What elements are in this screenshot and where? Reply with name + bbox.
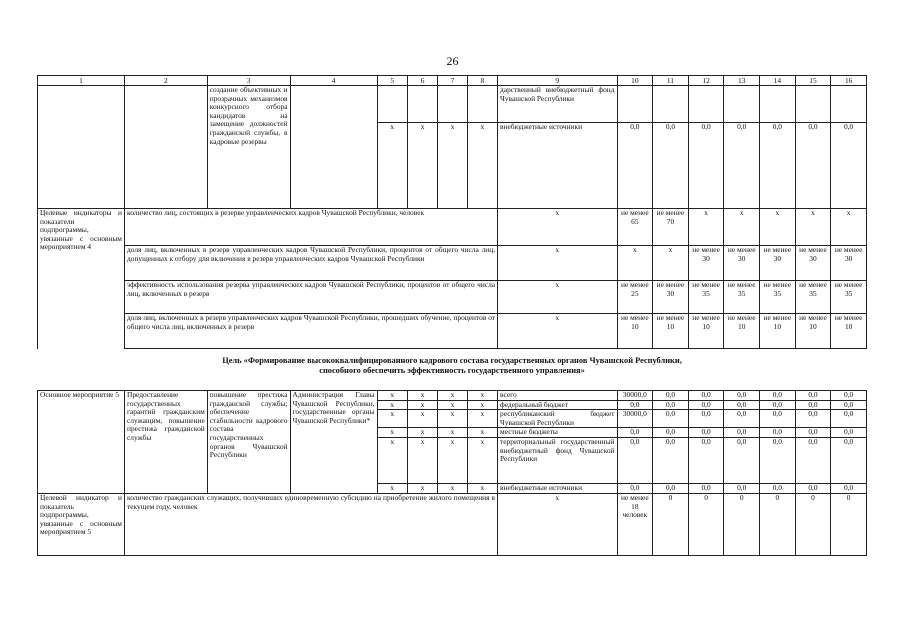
value-cell: не менее 10: [688, 314, 724, 349]
value-cell: не менее 18 человек: [617, 493, 653, 555]
x-mark: х: [498, 209, 617, 246]
value-cell: 0,0: [795, 391, 831, 401]
funding-source: внебюджетные источники: [498, 123, 617, 209]
funding-row: [38, 391, 867, 401]
value-cell: 0,0: [688, 391, 724, 401]
funding-source: республиканский бюджет Чувашской Республики: [498, 410, 617, 428]
column-number: 11: [653, 76, 689, 86]
column-number: 5: [377, 76, 407, 86]
funding-source: дарственный внебюджетный фонд Чувашской Республики: [498, 86, 617, 123]
event-goal: повышение престижа гражданской службы; обеспечение стабильности кадрового состава государственных органов Чувашской Республики: [207, 391, 290, 494]
value-cell: х: [831, 209, 867, 246]
empty-cell: [38, 86, 125, 209]
value-cell: 0,0: [653, 483, 689, 493]
indicator-label: Целевые индикаторы и показатели подпрограммы, увязанные с основным мероприятием 4: [38, 209, 125, 349]
program-table-bottom: [37, 390, 867, 556]
value-cell: не менее 35: [724, 281, 760, 314]
x-mark: х: [407, 428, 437, 438]
value-cell: 0,0: [617, 400, 653, 410]
x-mark: х: [467, 410, 497, 428]
value-cell: 0,0: [831, 400, 867, 410]
column-number: 3: [207, 76, 290, 86]
x-mark: х: [438, 483, 467, 493]
value-cell: 0: [760, 493, 796, 555]
value-cell: 0,0: [831, 123, 867, 209]
funding-source: внебюджетные источники: [498, 483, 617, 493]
indicator-text: количество гражданских служащих, получивших единовременную субсидию на приобретение жилого помещения в текущем году, человек: [124, 493, 497, 555]
x-mark: х: [377, 428, 407, 438]
value-cell: не менее 65: [617, 209, 653, 246]
value-cell: 0,0: [831, 391, 867, 401]
indicator-row: [38, 314, 867, 349]
x-mark: х: [467, 483, 497, 493]
value-cell: не менее 10: [653, 314, 689, 349]
indicators-block-4: [38, 209, 867, 349]
x-mark: х: [438, 410, 467, 428]
indicator-text: количество лиц, состоящих в резерве управленческих кадров Чувашской Республики, человек: [124, 209, 497, 246]
value-cell: не менее 30: [724, 246, 760, 281]
indicator-text: эффективность использования резерва управленческих кадров Чувашской Республики, процентов от общего числа лиц, включенных в резерв: [124, 281, 497, 314]
value-cell: 0,0: [795, 428, 831, 438]
x-mark: х: [377, 410, 407, 428]
column-number: 6: [407, 76, 437, 86]
value-cell: 0,0: [653, 410, 689, 428]
value-cell: не менее 35: [795, 281, 831, 314]
value-cell: х: [617, 246, 653, 281]
value-cell: 0,0: [760, 391, 796, 401]
value-cell: 0: [653, 493, 689, 555]
indicator-row: [38, 209, 867, 246]
value-cell: не менее 70: [653, 209, 689, 246]
value-cell: 0,0: [795, 123, 831, 209]
empty-cell: [467, 86, 497, 123]
value-cell: не менее 30: [653, 281, 689, 314]
column-number: 14: [760, 76, 796, 86]
value-cell: 0,0: [688, 123, 724, 209]
x-mark: х: [438, 428, 467, 438]
indicators-block-5: [38, 493, 867, 555]
value-cell: х: [760, 209, 796, 246]
value-cell: не менее 30: [795, 246, 831, 281]
value-cell: 0,0: [617, 123, 653, 209]
x-mark: х: [407, 410, 437, 428]
value-cell: 0,0: [724, 437, 760, 483]
x-mark: х: [438, 437, 467, 483]
value-cell: 0,0: [688, 483, 724, 493]
indicator-text: доля лиц, включенных в резерв управленческих кадров Чувашской Республики, процентов от общего числа лиц, допущенных к отбору для включения в резерв управленческих кадров Чувашской Республики: [124, 246, 497, 281]
column-number: 9: [498, 76, 617, 86]
indicator-row: [38, 281, 867, 314]
value-cell: 0: [688, 493, 724, 555]
column-number: 13: [724, 76, 760, 86]
funding-source: всего: [498, 391, 617, 401]
value-cell: 0,0: [760, 123, 796, 209]
value-cell: 0,0: [688, 428, 724, 438]
column-number: 1: [38, 76, 125, 86]
column-number: 10: [617, 76, 653, 86]
value-cell: не менее 10: [795, 314, 831, 349]
value-cell: 0,0: [724, 428, 760, 438]
event-description: создание объективных и прозрачных механизмов конкурсного отбора кандидатов на замещение должностей гражданской службы, в кадровые резервы: [207, 86, 290, 209]
x-mark: х: [467, 428, 497, 438]
x-mark: х: [467, 400, 497, 410]
value-cell: 30000,0: [617, 391, 653, 401]
goal-line-2: способного обеспечить эффективность государственного управления»: [319, 366, 585, 375]
event-5-block: [38, 391, 867, 494]
column-number: 16: [831, 76, 867, 86]
value-cell: 0,0: [795, 400, 831, 410]
empty-cell: [377, 86, 407, 123]
x-mark: х: [467, 123, 497, 209]
x-mark: х: [377, 483, 407, 493]
x-mark: х: [498, 314, 617, 349]
funding-source: федеральный бюджет: [498, 400, 617, 410]
value-cell: 0,0: [795, 410, 831, 428]
value-cell: х: [688, 209, 724, 246]
value-cell: 0,0: [688, 437, 724, 483]
x-mark: х: [407, 483, 437, 493]
value-cell: 0,0: [831, 437, 867, 483]
value-cell: 0,0: [724, 391, 760, 401]
indicator-label: Целевой индикатор и показатель подпрограммы, увязанные с основным мероприятием 5: [38, 493, 125, 555]
value-cell: не менее 10: [831, 314, 867, 349]
value-cell: 0,0: [760, 410, 796, 428]
value-cell: 0,0: [617, 437, 653, 483]
value-cell: 0,0: [617, 428, 653, 438]
value-cell: 0: [795, 493, 831, 555]
goal-line-1: Цель «Формирование высококвалифицированного кадрового состава государственных органов Чувашской Республики,: [222, 356, 682, 365]
event-title: Предоставление государственных гарантий гражданским служащим, повышение престижа гражданской службы: [124, 391, 207, 494]
x-mark: х: [467, 391, 497, 401]
x-mark: х: [467, 437, 497, 483]
value-cell: 0,0: [760, 428, 796, 438]
x-mark: х: [407, 123, 437, 209]
x-mark: х: [407, 437, 437, 483]
column-number: 12: [688, 76, 724, 86]
indicator-text: доля лиц, включенных в резерв управленческих кадров Чувашской Республики, прошедших обучение, процентов от общего числа лиц, включенных в резерв: [124, 314, 497, 349]
value-cell: не менее 35: [831, 281, 867, 314]
indicator-row: [38, 493, 867, 555]
empty-cell: [438, 86, 467, 123]
funding-source: местные бюджеты: [498, 428, 617, 438]
empty-cell: [124, 86, 207, 209]
x-mark: х: [498, 281, 617, 314]
value-cell: 0,0: [653, 437, 689, 483]
value-cell: не менее 10: [760, 314, 796, 349]
x-mark: х: [377, 437, 407, 483]
x-mark: х: [438, 123, 467, 209]
value-cell: 0,0: [724, 483, 760, 493]
value-cell: 0,0: [831, 483, 867, 493]
value-cell: не менее 35: [760, 281, 796, 314]
value-cell: 0,0: [653, 400, 689, 410]
x-mark: х: [377, 123, 407, 209]
column-number: 15: [795, 76, 831, 86]
x-mark: х: [498, 246, 617, 281]
x-mark: х: [377, 400, 407, 410]
value-cell: 0,0: [724, 400, 760, 410]
column-number: 7: [438, 76, 467, 86]
value-cell: 0,0: [760, 483, 796, 493]
value-cell: не менее 25: [617, 281, 653, 314]
value-cell: не менее 10: [617, 314, 653, 349]
program-table-top: [37, 75, 867, 349]
value-cell: не менее 35: [688, 281, 724, 314]
value-cell: 0,0: [653, 428, 689, 438]
value-cell: 0: [724, 493, 760, 555]
value-cell: 0: [831, 493, 867, 555]
x-mark: х: [407, 400, 437, 410]
empty-cell: [290, 86, 377, 209]
column-number-row: [38, 76, 867, 86]
value-cell: 0,0: [795, 483, 831, 493]
x-mark: х: [498, 493, 617, 555]
value-cell: 0,0: [831, 410, 867, 428]
value-cell: х: [724, 209, 760, 246]
value-cell: не менее 30: [760, 246, 796, 281]
value-cell: 0,0: [617, 483, 653, 493]
value-cell: 0,0: [724, 123, 760, 209]
value-cell: не менее 30: [831, 246, 867, 281]
column-number: 4: [290, 76, 377, 86]
column-number: 8: [467, 76, 497, 86]
goal-heading: [37, 356, 867, 376]
value-cell: не менее 30: [688, 246, 724, 281]
x-mark: х: [438, 400, 467, 410]
value-cell: 0,0: [760, 400, 796, 410]
indicator-row: [38, 246, 867, 281]
x-mark: х: [438, 391, 467, 401]
funding-source: территориальный государственный внебюджетный фонд Чувашской Республики: [498, 437, 617, 483]
value-cell: 30000,0: [617, 410, 653, 428]
value-cell: 0,0: [653, 391, 689, 401]
value-cell: 0,0: [688, 400, 724, 410]
value-cell: 0,0: [653, 123, 689, 209]
value-cell: 0,0: [724, 410, 760, 428]
column-number: 2: [124, 76, 207, 86]
x-mark: х: [407, 391, 437, 401]
empty-cell: [407, 86, 437, 123]
value-cell: х: [653, 246, 689, 281]
value-cell: 0,0: [760, 437, 796, 483]
value-cell: х: [795, 209, 831, 246]
page-number: 26: [446, 54, 459, 68]
value-cell: не менее 10: [724, 314, 760, 349]
value-cell: 0,0: [831, 428, 867, 438]
event-number: Основное мероприятие 5: [38, 391, 125, 494]
x-mark: х: [377, 391, 407, 401]
event-executor: Администрация Главы Чувашской Республики, государственные органы Чувашской Республики*: [290, 391, 377, 494]
value-cell: 0,0: [795, 437, 831, 483]
value-cell: 0,0: [688, 410, 724, 428]
